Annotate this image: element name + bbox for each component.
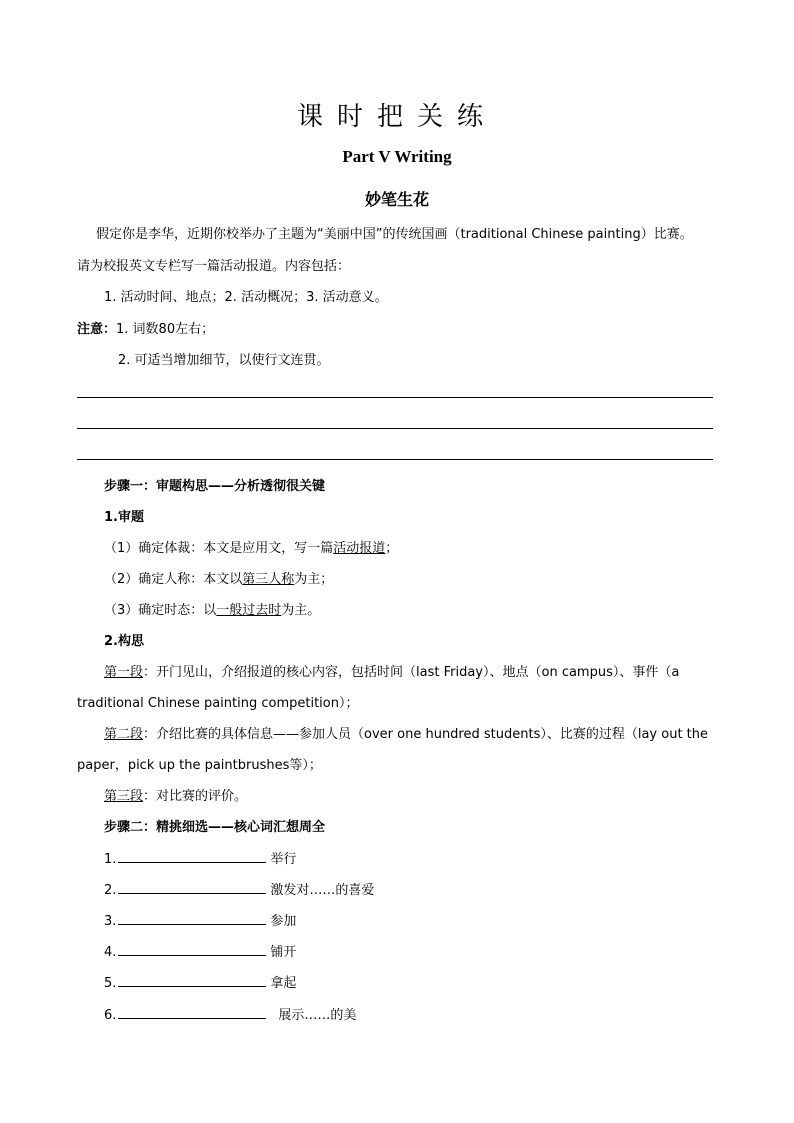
note-1: 1. 词数80左右； — [116, 322, 215, 337]
answer-line-2 — [77, 428, 713, 429]
step1-sub-heading-1: 1.审题 — [104, 510, 144, 525]
step1-item-1 — [104, 540, 398, 558]
vocab-number: 6. — [104, 1008, 117, 1023]
vocab-blank[interactable] — [118, 850, 266, 863]
item3-underlined: 一般过去时 — [216, 603, 282, 618]
step1-heading: 步骤一：审题构思——分析透彻很关键 — [104, 479, 326, 494]
prompt-content-points: 1. 活动时间、地点；2. 活动概况；3. 活动意义。 — [104, 290, 388, 305]
paragraph-2-plan — [104, 726, 708, 744]
vocab-item — [104, 850, 296, 869]
paragraph-1-plan — [104, 664, 679, 682]
vocab-number: 4. — [104, 945, 117, 960]
item3-text: （3）确定时态：以 — [104, 603, 217, 618]
part-heading: Part V Writing — [342, 147, 452, 166]
item2-end: 为主； — [294, 572, 334, 587]
page-title: 课时把关练 — [296, 102, 497, 132]
paragraph-2-plan-cont: paper，pick up the paintbrushes等）； — [77, 758, 322, 773]
section-heading: 妙笔生花 — [364, 190, 429, 209]
step2-heading: 步骤二：精挑细选——核心词汇想周全 — [104, 820, 326, 835]
vocab-meaning: 展示……的美 — [278, 1008, 357, 1023]
vocab-item — [104, 912, 296, 931]
vocab-blank[interactable] — [118, 974, 266, 987]
vocab-meaning: 铺开 — [270, 945, 297, 960]
prompt-line-2: 请为校报英文专栏写一篇活动报道。内容包括： — [77, 259, 351, 274]
vocab-number: 3. — [104, 914, 117, 929]
vocab-number: 1. — [104, 852, 117, 867]
p3-label: 第三段 — [104, 789, 144, 804]
vocab-blank[interactable] — [118, 1006, 266, 1019]
paragraph-3-plan — [104, 788, 247, 806]
step1-item-3 — [104, 602, 320, 620]
item1-text: （1）确定体裁：本文是应用文，写一篇 — [104, 541, 334, 556]
item2-text: （2）确定人称：本文以 — [104, 572, 243, 587]
vocab-blank[interactable] — [118, 912, 266, 925]
vocab-item — [104, 881, 374, 900]
item1-end: ； — [385, 541, 399, 556]
vocab-item — [104, 943, 296, 962]
p3-text: ：对比赛的评价。 — [143, 789, 248, 804]
step1-item-2 — [104, 571, 333, 589]
vocab-number: 5. — [104, 976, 117, 991]
vocab-item — [104, 974, 296, 993]
note-line-1 — [77, 321, 214, 339]
p1-text: ：开门见山，介绍报道的核心内容，包括时间（last Friday）、地点（on campus）、事件（a — [143, 665, 680, 680]
prompt-line-1: 假定你是李华，近期你校举办了主题为“美丽中国”的传统国画（traditional Chinese painting）比赛。 — [96, 227, 693, 242]
vocab-blank[interactable] — [118, 881, 266, 894]
p1-label: 第一段 — [104, 665, 144, 680]
step1-sub-heading-2: 2.构思 — [104, 634, 144, 649]
item2-underlined: 第三人称 — [242, 572, 295, 587]
p2-text: ：介绍比赛的具体信息——参加人员（over one hundred students）、比赛的过程（lay out the — [143, 727, 709, 742]
item1-underlined: 活动报道 — [333, 541, 386, 556]
vocab-item — [104, 1006, 356, 1025]
vocab-meaning: 参加 — [270, 914, 297, 929]
paragraph-1-plan-cont: traditional Chinese painting competition）； — [77, 696, 359, 711]
vocab-meaning: 拿起 — [270, 976, 297, 991]
vocab-blank[interactable] — [118, 943, 266, 956]
vocab-number: 2. — [104, 883, 117, 898]
note-label: 注意： — [77, 322, 117, 337]
vocab-meaning: 激发对……的喜爱 — [270, 883, 375, 898]
vocab-meaning: 举行 — [270, 852, 297, 867]
answer-line-1 — [77, 397, 713, 398]
p2-label: 第二段 — [104, 727, 144, 742]
answer-line-3 — [77, 459, 713, 460]
item3-end: 为主。 — [281, 603, 321, 618]
note-2: 2. 可适当增加细节，以使行文连贯。 — [118, 353, 330, 368]
